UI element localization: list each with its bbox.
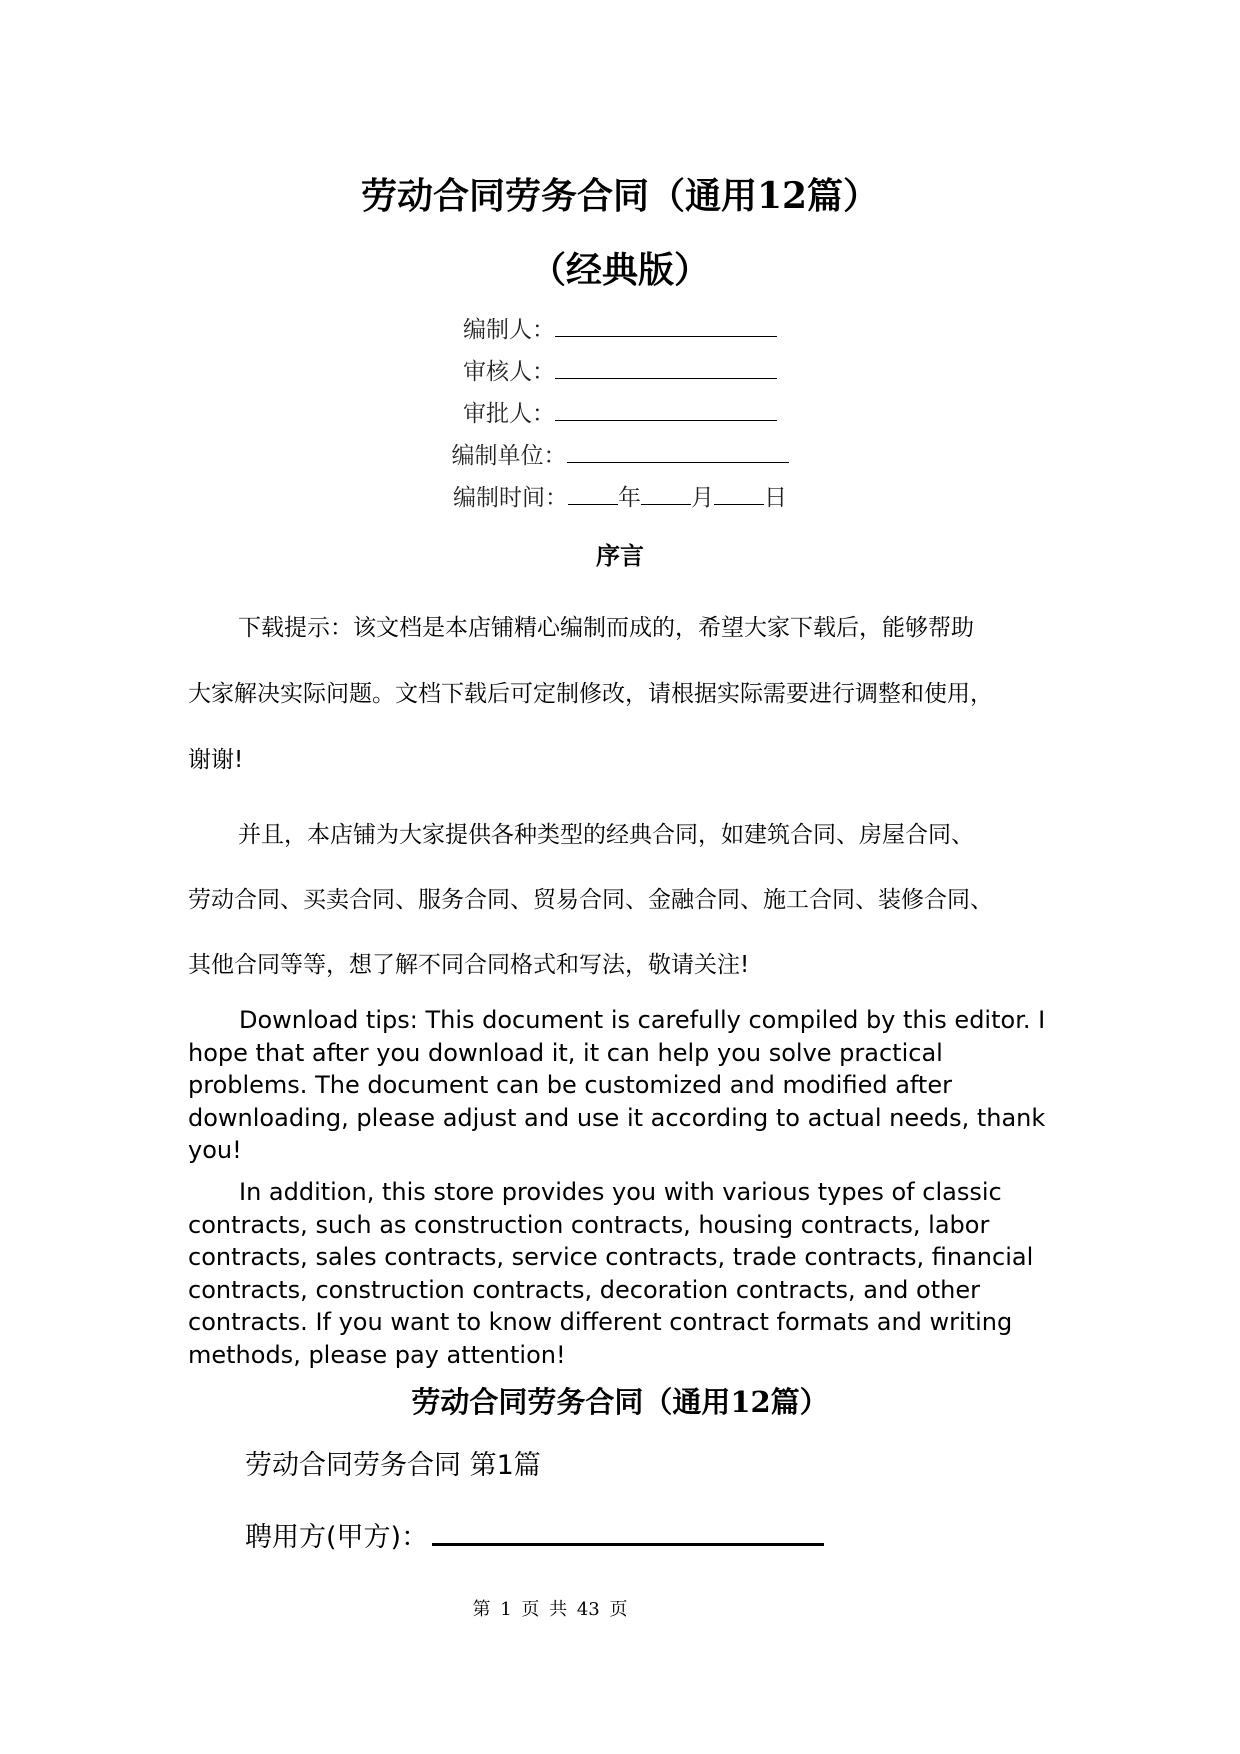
employer-row bbox=[245, 1515, 824, 1555]
body-subtitle: 劳动合同劳务合同（通用12篇） bbox=[411, 1385, 829, 1419]
editor-blank[interactable] bbox=[555, 314, 777, 337]
zh-para2-line: 其他合同等等，想了解不同合同格式和写法，敬请关注! bbox=[188, 952, 750, 978]
month-label: 月 bbox=[691, 485, 714, 511]
zh-para2-line: 并且，本店铺为大家提供各种类型的经典合同，如建筑合同、房屋合同、 bbox=[238, 822, 974, 848]
employer-label: 聘用方(甲方)： bbox=[245, 1522, 429, 1553]
zh-para1-line: 大家解决实际问题。文档下载后可定制修改，请根据实际需要进行调整和使用， bbox=[188, 681, 993, 707]
approver-blank[interactable] bbox=[555, 398, 777, 421]
time-row bbox=[0, 482, 1240, 513]
zh-para1-line: 下载提示：该文档是本店铺精心编制而成的，希望大家下载后，能够帮助 bbox=[238, 615, 974, 641]
year-blank[interactable] bbox=[568, 482, 618, 505]
editor-row bbox=[0, 314, 1240, 345]
zh-para1-line: 谢谢! bbox=[188, 747, 244, 773]
en-para-download-tips: Download tips: This document is carefully compiled by this editor. I hope that after you download it, it can help you solve practical problems. The document can be customized and modified after downloading, please adjust and use it according to actual needs, thank you! bbox=[188, 1006, 1046, 1164]
document-edition: （经典版） bbox=[529, 249, 710, 291]
approver-label: 审批人： bbox=[463, 401, 555, 427]
page-footer: 第 1 页 共 43 页 bbox=[472, 1599, 628, 1620]
day-label: 日 bbox=[764, 485, 787, 511]
zh-para2-line: 劳动合同、买卖合同、服务合同、贸易合同、金融合同、施工合同、装修合同、 bbox=[188, 887, 993, 913]
employer-blank[interactable] bbox=[432, 1515, 824, 1546]
day-blank[interactable] bbox=[714, 482, 764, 505]
unit-label: 编制单位： bbox=[451, 443, 567, 469]
time-label: 编制时间： bbox=[453, 485, 568, 511]
reviewer-blank[interactable] bbox=[555, 356, 777, 379]
unit-blank[interactable] bbox=[567, 440, 789, 463]
document-title: 劳动合同劳务合同（通用12篇） bbox=[360, 175, 880, 217]
chapter-heading: 劳动合同劳务合同 第1篇 bbox=[245, 1450, 541, 1481]
preface-heading: 序言 bbox=[596, 542, 644, 570]
reviewer-label: 审核人： bbox=[463, 359, 555, 385]
reviewer-row bbox=[0, 356, 1240, 387]
year-label: 年 bbox=[618, 485, 641, 511]
en-para-in-addition: In addition, this store provides you with various types of classic contracts, such as construction contracts, housing contracts, labor contracts, sales contracts, service contracts, trade contracts, financial contracts, construction contracts, decoration contracts, and other contracts. If you want to know different contract formats and writing methods, please pay attention! bbox=[188, 1178, 1034, 1369]
editor-label: 编制人： bbox=[463, 317, 555, 343]
approver-row bbox=[0, 398, 1240, 429]
unit-row bbox=[0, 440, 1240, 471]
month-blank[interactable] bbox=[641, 482, 691, 505]
